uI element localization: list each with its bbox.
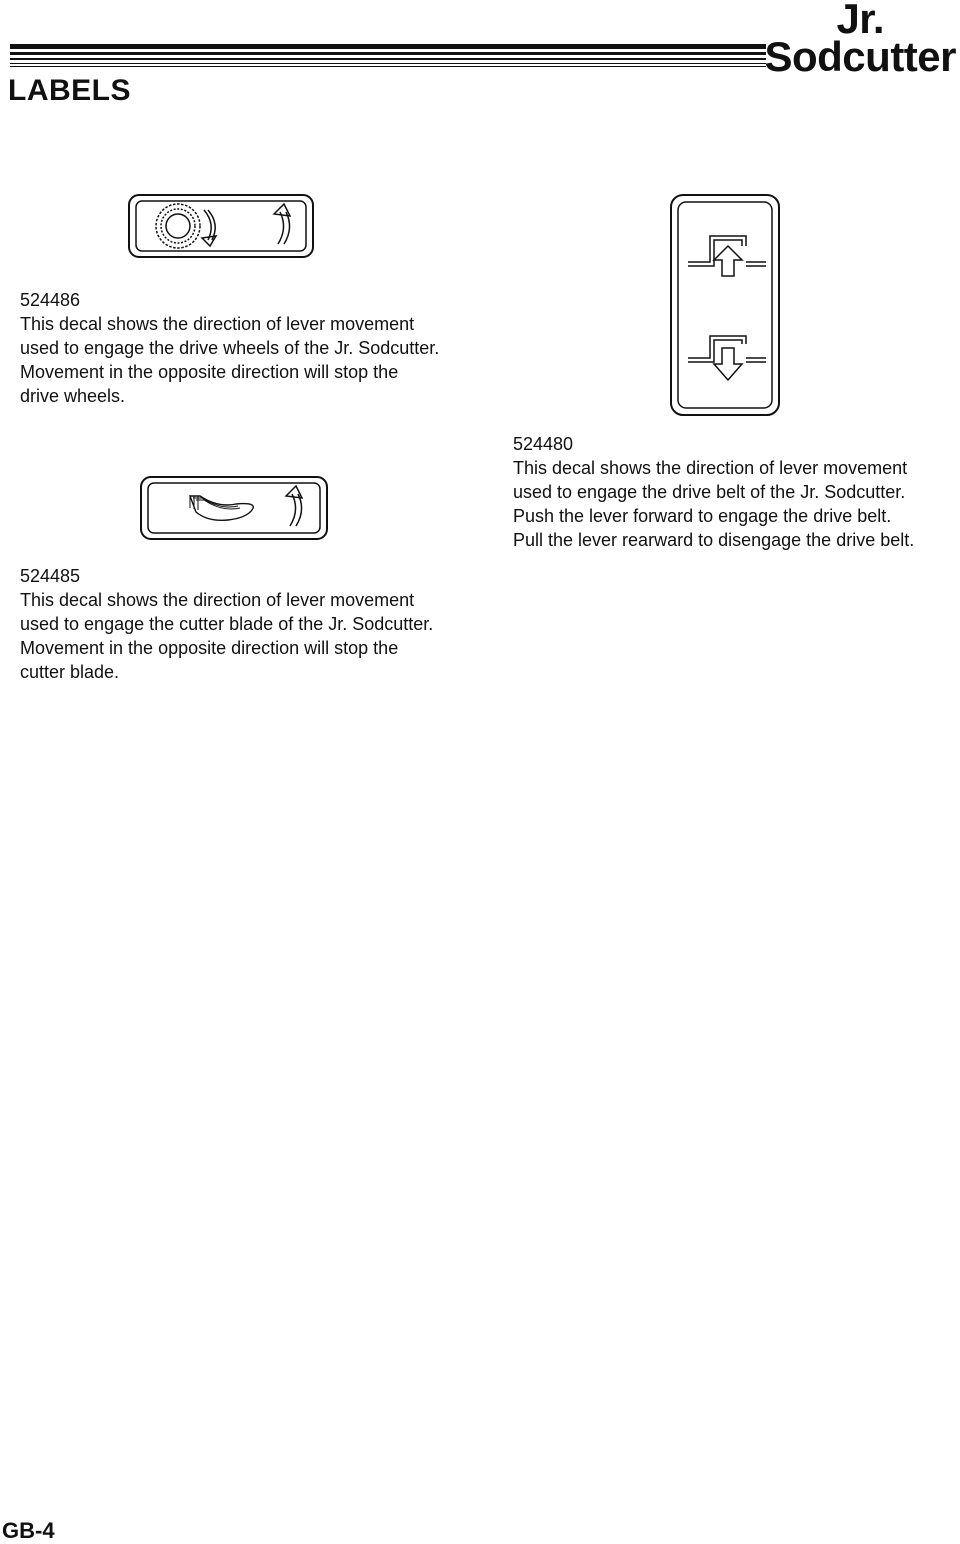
brand-line-1: Jr. (836, 0, 885, 42)
page-number: GB-4 (2, 1518, 55, 1543)
header-rules (10, 44, 766, 68)
decal-description-524485 (20, 564, 500, 684)
part-number: 524485 (20, 566, 81, 586)
brand-title (764, 0, 956, 80)
description-line: used to engage the drive wheels of the Jr. Sodcutter. (20, 338, 440, 358)
description-line: Push the lever forward to engage the drive belt. (513, 506, 892, 526)
description-line: used to engage the drive belt of the Jr. Sodcutter. (513, 482, 906, 502)
decal-description-524486 (20, 288, 500, 408)
part-number: 524486 (20, 290, 81, 310)
decal-description-524480 (513, 432, 958, 552)
description-line: Movement in the opposite direction will stop the (20, 638, 399, 658)
cutter-blade-decal-icon (140, 476, 330, 542)
description-line: used to engage the cutter blade of the Jr. Sodcutter. (20, 614, 434, 634)
description-line: This decal shows the direction of lever movement (20, 590, 415, 610)
description-line: This decal shows the direction of lever movement (513, 458, 908, 478)
drive-belt-decal-icon (670, 194, 782, 418)
description-line: Movement in the opposite direction will stop the (20, 362, 399, 382)
description-line: This decal shows the direction of lever movement (20, 314, 415, 334)
drive-wheels-decal-icon (128, 194, 316, 260)
description-line: cutter blade. (20, 662, 120, 682)
section-title: LABELS (8, 74, 131, 107)
description-line: drive wheels. (20, 386, 126, 406)
brand-line-2: Sodcutter (764, 33, 956, 80)
description-line: Pull the lever rearward to disengage the drive belt. (513, 530, 915, 550)
part-number: 524480 (513, 434, 574, 454)
